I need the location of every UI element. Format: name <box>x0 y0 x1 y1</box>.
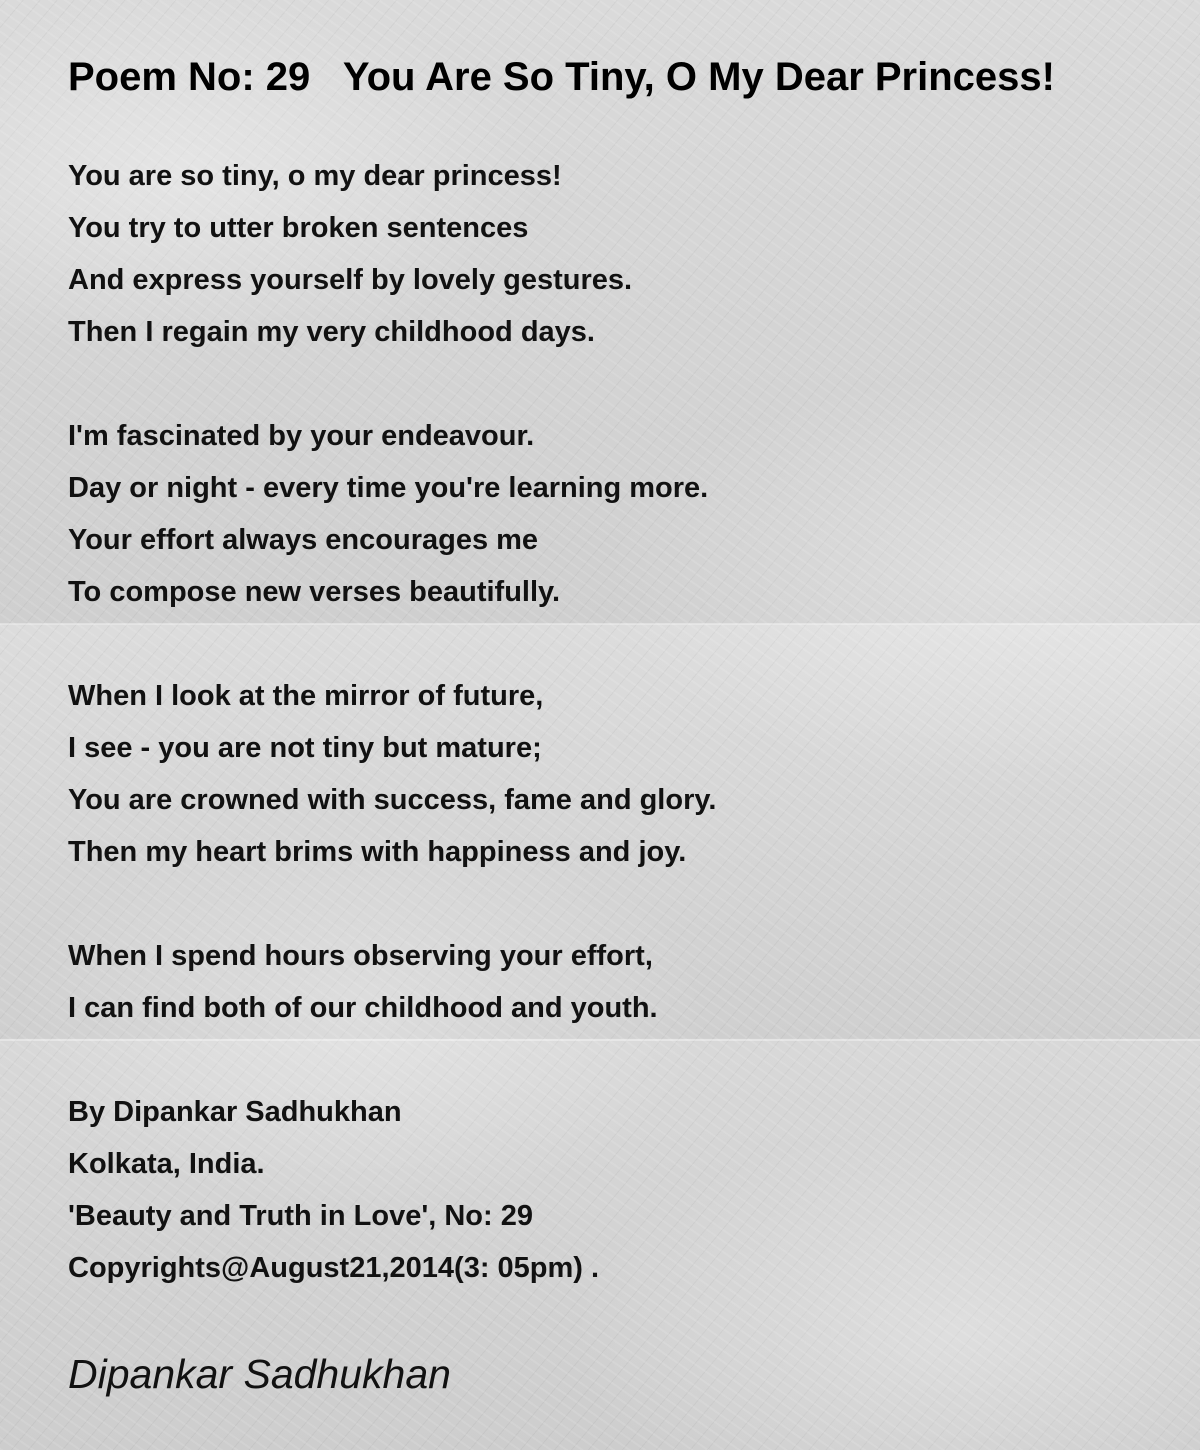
poem-line: I'm fascinated by your endeavour. <box>68 420 535 452</box>
poem-body <box>68 150 1168 1294</box>
author-byline: By Dipankar Sadhukhan <box>68 1096 402 1128</box>
poem-line: I see - you are not tiny but mature; <box>68 732 542 764</box>
poem-line: And express yourself by lovely gestures. <box>68 264 633 296</box>
stanza-4 <box>68 930 1168 1034</box>
poem-line: Then my heart brims with happiness and joy. <box>68 836 687 868</box>
author-location: Kolkata, India. <box>68 1148 265 1180</box>
stanza-1 <box>68 150 1168 358</box>
stanza-spacer <box>68 358 1168 410</box>
poem-line: You are crowned with success, fame and glory. <box>68 784 717 816</box>
stanza-spacer <box>68 618 1168 670</box>
poem-line: You are so tiny, o my dear princess! <box>68 160 562 192</box>
poem-line: Your effort always encourages me <box>68 524 539 556</box>
stanza-spacer <box>68 1034 1168 1086</box>
poem-line: When I spend hours observing your effort, <box>68 940 653 972</box>
stanza-3 <box>68 670 1168 878</box>
stanza-spacer <box>68 878 1168 930</box>
poem-line: When I look at the mirror of future, <box>68 680 544 712</box>
stanza-2 <box>68 410 1168 618</box>
collection-reference: 'Beauty and Truth in Love', No: 29 <box>68 1200 533 1232</box>
poem-line: To compose new verses beautifully. <box>68 576 561 608</box>
poem-line: I can find both of our childhood and youth. <box>68 992 658 1024</box>
copyright-notice: Copyrights@August21,2014(3: 05pm) . <box>68 1252 600 1284</box>
poem-line: Day or night - every time you're learning more. <box>68 472 709 504</box>
author-signature: Dipankar Sadhukhan <box>68 1351 451 1397</box>
page-title: Poem No: 29 You Are So Tiny, O My Dear Princess! <box>68 55 1055 99</box>
poem-credits <box>68 1086 1168 1294</box>
poem-line: Then I regain my very childhood days. <box>68 316 595 348</box>
poem-line: You try to utter broken sentences <box>68 212 529 244</box>
